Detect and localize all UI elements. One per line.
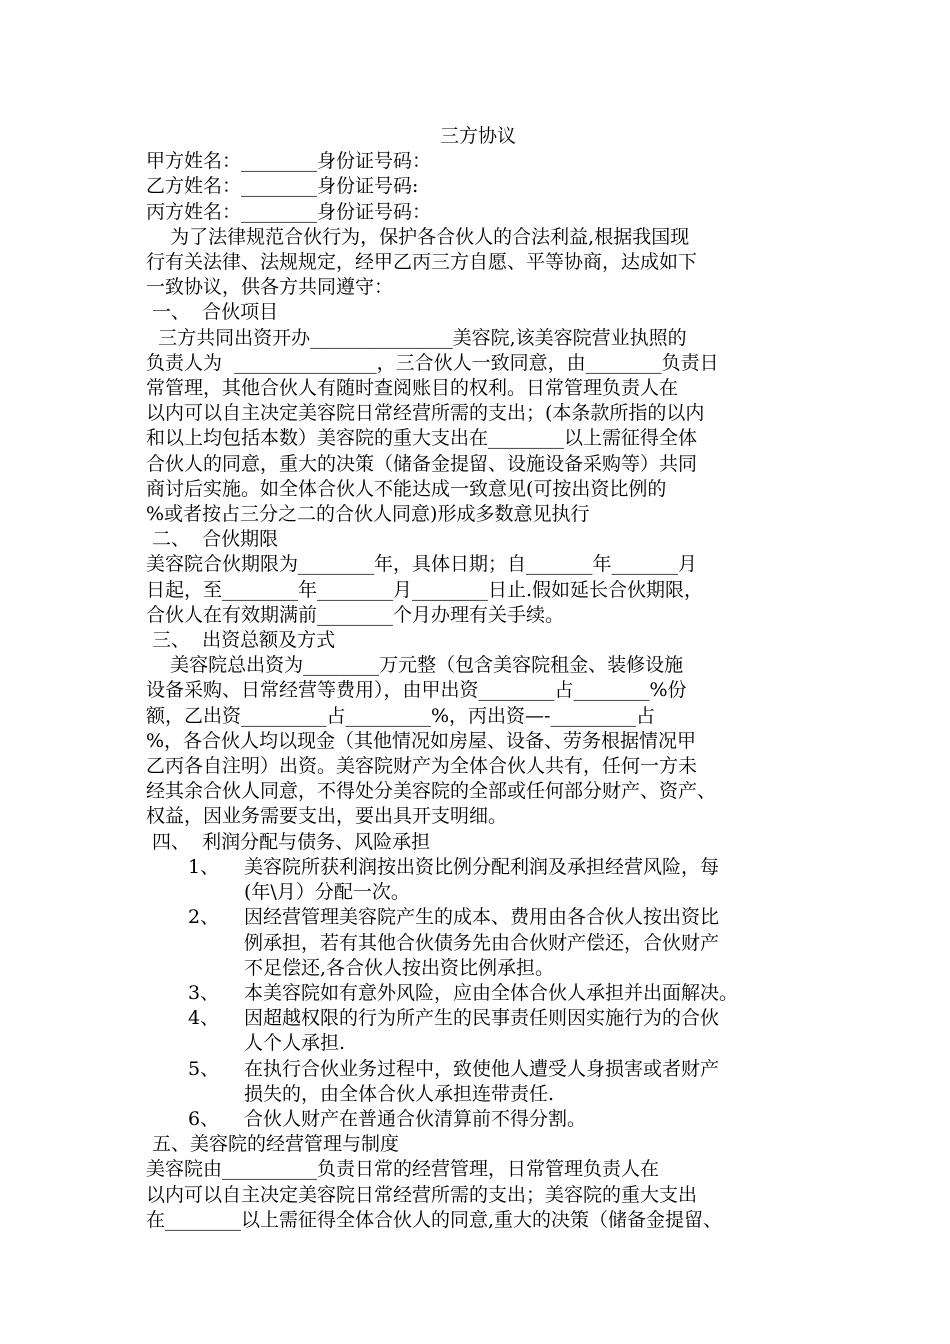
section-4-item (146, 905, 810, 981)
section-5-line: 以内可以自主决定美容院日常经营所需的支出；美容院的重大支出 (146, 1183, 698, 1206)
item-line: 不足偿还,各合伙人按出资比例承担。 (244, 956, 555, 979)
item-line: 损失的，由全体合伙人承担连带责任. (244, 1082, 555, 1105)
section-3-heading: 三、 出资总额及方式 (146, 629, 336, 652)
item-line: 例承担，若有其他合伙债务先由合伙财产偿还，合伙财产 (244, 931, 720, 954)
section-3-line: 设备采购、日常经营等费用），由甲出资________占________%份 (146, 679, 687, 702)
section-3-line: 权益，因业务需要支出，要出具开支明细。 (146, 805, 508, 828)
section-3-line: 额，乙出资_________占_________%，丙出资—-_________占 (146, 704, 655, 727)
section-1-line: 合伙人的同意，重大的决策（储备金提留、设施设备采购等）共同 (146, 452, 698, 475)
preamble-line: 一致协议，供各方共同遵守： (146, 276, 394, 299)
item-line: 美容院所获利润按出资比例分配利润及承担经营风险，每 (244, 855, 720, 878)
section-1-line: 负责人为 _______________，三合伙人一致同意，由________负责日 (146, 351, 719, 374)
agreement-document (146, 124, 810, 1233)
section-4-item (146, 1006, 810, 1056)
item-line: 因经营管理美容院产生的成本、费用由各合伙人按出资比 (244, 906, 720, 929)
section-3-line: 经其余合伙人同意，不得处分美容院的全部或任何部分财产、资产、 (146, 780, 717, 803)
item-number: 5、 (188, 1057, 220, 1080)
item-number: 3、 (188, 981, 220, 1004)
section-1-line: 以内可以自主决定美容院日常经营所需的支出；(本条款所指的以内 (146, 402, 705, 425)
section-2-heading: 二、 合伙期限 (146, 528, 279, 551)
party-c-line: 丙方姓名：________身份证号码： (146, 200, 432, 223)
section-5-line: 在________以上需征得全体合伙人的同意,重大的决策（储备金提留、 (146, 1208, 723, 1231)
item-number: 6、 (188, 1107, 220, 1130)
item-line: (年\月）分配一次。 (244, 881, 410, 904)
preamble-line: 为了法律规范合伙行为，保护各合伙人的合法利益,根据我国现 (146, 225, 690, 248)
section-5-line: 美容院由__________负责日常的经营管理，日常管理负责人在 (146, 1158, 660, 1181)
section-4-heading: 四、 利润分配与债务、风险承担 (146, 830, 431, 853)
item-number: 2、 (188, 906, 220, 929)
section-1-line: 和以上均包括本数）美容院的重大支出在________以上需征得全体 (146, 427, 698, 450)
item-line: 在执行合伙业务过程中，致使他人遭受人身损害或者财产 (244, 1057, 720, 1080)
section-3-line: %，各合伙人均以现金（其他情况如房屋、设备、劳务根据情况甲 (146, 729, 697, 752)
section-1-line: 三方共同出资开办_______________美容院,该美容院营业执照的 (146, 326, 687, 349)
item-number: 4、 (188, 1007, 220, 1030)
section-4-item (146, 981, 810, 1006)
item-line: 人个人承担. (244, 1032, 346, 1055)
section-4-item (146, 855, 810, 905)
section-2-line: 合伙人在有效期满前________个月办理有关手续。 (146, 603, 565, 626)
section-1-heading: 一、 合伙项目 (146, 301, 279, 324)
section-5-heading: 五、美容院的经营管理与制度 (146, 1133, 400, 1156)
party-a-line: 甲方姓名：________身份证号码： (146, 150, 432, 173)
section-3-line: 美容院总出资为________万元整（包含美容院租金、装修设施 (146, 654, 684, 677)
party-b-line: 乙方姓名：________身份证号码: (146, 175, 419, 198)
section-1-line: 商讨后实施。如全体合伙人不能达成一致意见(可按出资比例的 (146, 477, 667, 500)
item-line: 因超越权限的行为所产生的民事责任则因实施行为的合伙 (244, 1007, 720, 1030)
section-4-item (146, 1057, 810, 1107)
section-4-item (146, 1107, 810, 1132)
section-3-line: 乙丙各自注明）出资。美容院财产为全体合伙人共有，任何一方未 (146, 755, 698, 778)
section-2-line: 美容院合伙期限为________年，具体日期；自_______年_______月 (146, 553, 698, 576)
section-1-line: %或者按占三分之二的合伙人同意)形成多数意见执行 (146, 503, 590, 526)
item-line: 合伙人财产在普通合伙清算前不得分割。 (244, 1107, 587, 1130)
item-line: 本美容院如有意外风险，应由全体合伙人承担并出面解决。 (244, 981, 739, 1004)
item-number: 1、 (188, 855, 220, 878)
section-2-line: 日起，至________年________月________日止.假如延长合伙期限， (146, 578, 704, 601)
preamble-line: 行有关法律、法规规定，经甲乙丙三方自愿、平等协商，达成如下 (146, 251, 698, 274)
section-1-line: 常管理，其他合伙人有随时查阅账目的权利。日常管理负责人在 (146, 377, 679, 400)
document-title: 三方协议 (439, 125, 516, 147)
